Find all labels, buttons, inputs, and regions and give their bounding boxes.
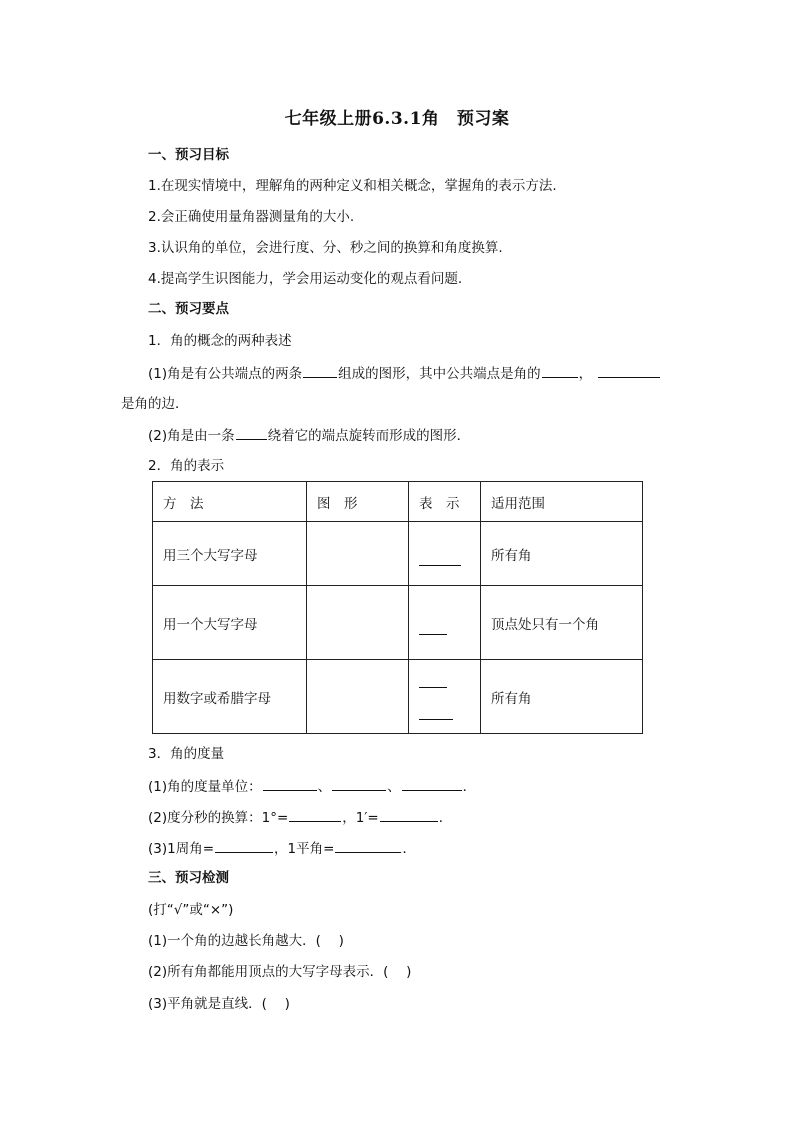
table-header-scope: 适用范围 [481,482,643,522]
table-cell-figure [307,586,409,660]
period: ． [462,779,477,795]
answer-blank [303,364,337,378]
concept-text-b: 组成的图形，其中公共端点是角的 [338,366,541,382]
section-heading-points: 二、预习要点 [148,301,229,317]
concept-line-1 [148,364,661,383]
period: ． [402,841,416,857]
measure-text-round: (3)1周角= [148,841,215,857]
answer-blank [419,706,453,720]
concept-line-2 [148,426,470,445]
table-cell-notation [409,522,481,586]
table-cell-method: 用一个大写字母 [153,586,307,660]
goal-item-2: 2.会正确使用量角器测量角的大小. [148,209,355,225]
answer-blank [402,777,462,791]
subheading-concept: 1．角的概念的两种表述 [148,333,292,349]
goal-item-1: 1.在现实情境中，理解角的两种定义和相关概念，掌握角的表示方法. [148,178,557,194]
answer-blank [419,621,447,635]
answer-blank [419,674,447,688]
measure-text-degree: (2)度分秒的换算：1°= [148,810,289,826]
answer-blank [380,808,438,822]
table-row [153,586,643,660]
table-row [153,660,643,734]
notation-table [152,481,643,734]
answer-blank [542,364,578,378]
check-question-3: (3)平角就是直线．( ) [148,996,290,1012]
goal-item-4: 4.提高学生识图能力，学会用运动变化的观点看问题. [148,271,463,287]
concept-line-1-wrap: 是角的边． [121,396,189,412]
concept-text-c: ， [578,366,593,382]
measure-text-units: (1)角的度量单位： [148,779,262,795]
table-cell-figure [307,660,409,734]
subheading-measure: 3．角的度量 [148,746,225,762]
section-heading-check: 三、预习检测 [148,870,229,886]
answer-blank [215,839,273,853]
goal-item-3: 3.认识角的单位，会进行度、分、秒之间的换算和角度换算. [148,240,503,256]
check-question-1: (1)一个角的边越长角越大．( ) [148,933,344,949]
measure-text-straight: ，1平角= [274,841,335,857]
table-cell-figure [307,522,409,586]
separator: 、 [317,779,332,795]
answer-blank [332,777,386,791]
period: ． [438,810,453,826]
document-title: 七年级上册6.3.1角 预习案 [284,109,510,129]
answer-blank [236,426,267,440]
table-cell-method: 用数字或希腊字母 [153,660,307,734]
table-cell-method: 用三个大写字母 [153,522,307,586]
answer-blank [419,552,461,566]
table-cell-notation [409,660,481,734]
measure-line-3 [148,839,416,858]
measure-line-2 [148,808,452,827]
check-question-2: (2)所有角都能用顶点的大写字母表示．( ) [148,964,412,980]
answer-blank [263,777,317,791]
answer-blank [335,839,401,853]
measure-text-minute: ，1′= [342,810,379,826]
concept-text-d: (2)角是由一条 [148,428,235,444]
check-instruction: (打“√”或“×”) [148,902,234,918]
table-header-method: 方 法 [153,482,307,522]
table-row [153,522,643,586]
separator: 、 [387,779,401,795]
table-cell-notation [409,586,481,660]
answer-blank [598,364,660,378]
table-cell-scope: 所有角 [481,660,643,734]
table-header-notation: 表 示 [409,482,481,522]
table-header-row [153,482,643,522]
concept-text-e: 绕着它的端点旋转而形成的图形． [267,428,471,444]
subheading-notation: 2．角的表示 [148,458,225,474]
concept-text-a: (1)角是有公共端点的两条 [148,366,303,382]
table-cell-scope: 所有角 [481,522,643,586]
answer-blank [289,808,341,822]
section-heading-goals: 一、预习目标 [148,147,229,163]
measure-line-1 [148,777,476,796]
table-cell-scope: 顶点处只有一个角 [481,586,643,660]
table-header-figure: 图 形 [307,482,409,522]
